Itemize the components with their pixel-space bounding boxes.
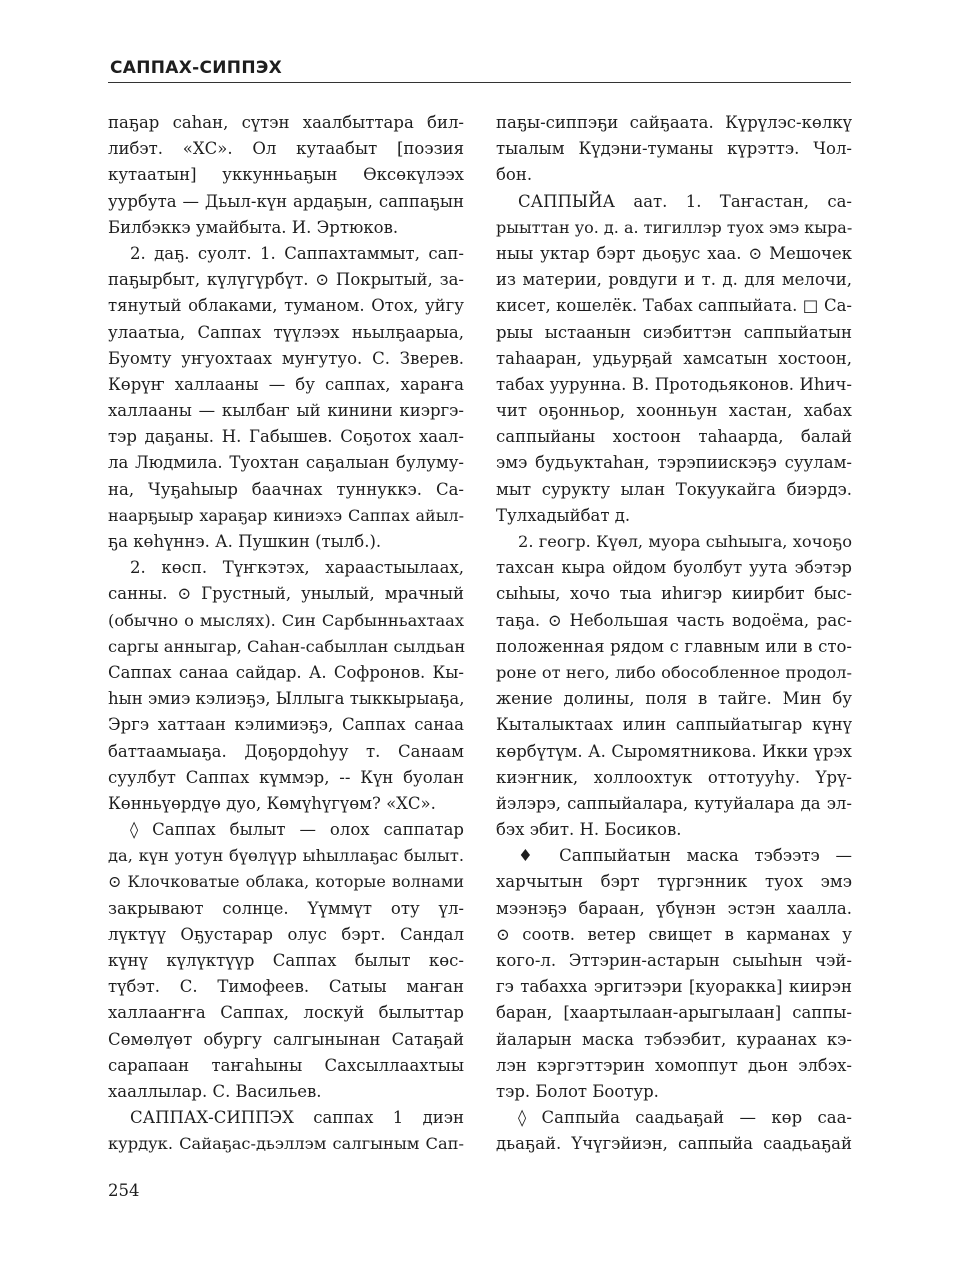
text-line: Эргэ хаттаан кэлимиэҕэ, Саппах санаа: [108, 715, 464, 735]
running-title: САППАХ-СИППЭХ: [110, 58, 283, 78]
left-column: [108, 110, 464, 1158]
text-line: таһааран, удьурҕай хамсатын хостоон,: [496, 348, 852, 368]
text-line: көрбүтүм. А. Сыромятникова. Икки үрэх: [496, 741, 852, 761]
text-line: из материи, ровдуги и т. д. для мелочи,: [496, 270, 852, 290]
text-line: таҕа. ⊙ Небольшая часть водоёма, рас-: [496, 610, 852, 630]
text-line: хааллылар. С. Васильев.: [108, 1081, 322, 1101]
text-line: сарапаан таҥаһыны Сахсыллаахтыы: [108, 1055, 464, 1075]
text-line: дьаҕай. Үчүгэйиэн, саппыйа саадьаҕай: [496, 1134, 852, 1154]
text-line: ныы уктар бэрт дьоҕус хаа. ⊙ Мешочек: [496, 243, 852, 263]
text-line: бон.: [496, 165, 533, 185]
text-line: санны. ⊙ Грустный, унылый, мрачный: [108, 584, 464, 604]
text-line: САППЫЙА аат. 1. Таҥастан, са-: [518, 191, 852, 211]
text-line: мээнэҕэ бараан, үбүнэн эстэн хаалла.: [496, 898, 852, 918]
text-line: жение долины, поля в тайге. Мин бу: [496, 689, 852, 709]
text-line: ◊ Саппах былыт — олох саппатар: [130, 820, 464, 840]
text-line: гэ табахха эргитээри [куоракка] киирэн: [496, 977, 852, 997]
text-line: ◊ Саппыйа саадьаҕай — көр саа-: [518, 1108, 852, 1128]
text-line: тянутый облаками, туманом. Отох, уйгу: [108, 296, 464, 316]
text-line: рыы ыстаанын сиэбиттэн саппыйатын: [496, 322, 852, 342]
text-line: Көрүҥ халлааны — бу саппах, хараҥа: [108, 374, 464, 394]
text-line: саппыйаны хостоон таһаарда, балай: [496, 427, 852, 447]
text-line: йаларын маска тэбээбит, кураанах кэ-: [496, 1029, 852, 1049]
text-line: саргы анныгар, Саһан-сабыллан сылдьан: [108, 636, 466, 656]
text-line: тыалым Күдэни-туманы күрэттэ. Чол-: [496, 139, 852, 159]
text-line: ⊙ Клочковатые облака, которые волнами: [108, 872, 464, 892]
text-line: эмэ будьуктаһан, тэрэпиискэҕэ суулам-: [496, 453, 852, 473]
text-line: уурбута — Дьыл-күн ардаҕын, саппаҕын: [108, 191, 464, 211]
running-header: [108, 56, 851, 83]
text-line: халлааҥҥа Саппах, лоскуй былыттар: [108, 1003, 464, 1023]
text-line: кого-л. Эттэрин-астарын сыыһын чэй-: [496, 951, 852, 970]
text-line: улаатыа, Саппах түүлээх ньылҕаарыа,: [108, 322, 464, 342]
text-line: паҕы-сиппэҕи сайҕаата. Күрүлэс-көлкү: [496, 113, 852, 132]
text-line: бэх эбит. Н. Босиков.: [496, 820, 682, 840]
text-line: мыт сурукту ылан Токуукайга биэрдэ.: [496, 479, 852, 499]
text-line: 2. геогр. Күөл, муора сыһыыга, хочоҕо: [518, 532, 852, 551]
text-line: курдук. Сайаҕас-дьэллэм салгыным Сап-: [108, 1134, 464, 1154]
text-line: закрывают солнце. Үүммүт оту үл-: [108, 898, 464, 918]
text-line: положенная рядом с главным или в сто-: [496, 636, 852, 656]
text-line: Сөмөлүөт обургу салгынынан Сатаҕай: [108, 1029, 464, 1049]
text-line: Буомту уҥуохтаах муҥутуо. С. Зверев.: [108, 348, 464, 368]
text-line: 2. көсп. Түҥкэтэх, хараастыылаах,: [130, 558, 464, 578]
text-line: табах уурунна. В. Протодьяконов. Иһич-: [496, 374, 852, 394]
text-line: лэн кэргэттэрин хомоппут дьон элбэх-: [496, 1055, 852, 1075]
text-line: ♦ Саппыйатын маска тэбээтэ —: [518, 846, 852, 866]
text-line: суулбут Саппах күммэр, -- Күн буолан: [108, 767, 464, 787]
text-line: киэҥник, холлоохтук оттотууһу. Үрү-: [496, 767, 852, 787]
text-line: ҕа көһүннэ. А. Пушкин (тылб.).: [108, 532, 382, 551]
text-line: Кыталыктаах илин саппыйатыгар күнү: [496, 715, 852, 735]
text-line: сыһыы, хочо тыа иһигэр киирбит быс-: [496, 584, 852, 604]
text-line: Тулхадыйбат д.: [496, 505, 631, 525]
text-line: паҕар саһан, сүтэн хаалбыттара бил-: [108, 113, 464, 132]
right-column: [496, 110, 852, 1158]
text-line: тэр. Болот Боотур.: [496, 1081, 659, 1101]
text-line: баран, [хаартылаан-арыгылаан] саппы-: [496, 1003, 852, 1023]
text-line: тахсан кыра ойдом буолбут уута эбэтэр: [496, 558, 852, 578]
text-line: паҕырбыт, күлүгүрбүт. ⊙ Покрытый, за-: [108, 270, 464, 290]
text-line: йэлэрэ, саппыйалара, кутуйалара да эл-: [496, 793, 852, 813]
text-line: 2. даҕ. суолт. 1. Саппахтаммыт, сап-: [130, 243, 464, 263]
text-line: (обычно о мыслях). Син Сарбынньахтаах: [108, 610, 464, 630]
page-number: 254: [108, 1181, 140, 1200]
text-line: чит оҕонньор, хоонньун хастан, хабах: [496, 401, 852, 421]
text-line: либэт. «ХС». Ол кутаабыт [поэзия: [108, 139, 464, 159]
text-line: лүктүү Оҕустарар олус бэрт. Сандал: [108, 924, 464, 944]
text-line: САППАХ-СИППЭХ саппах 1 диэн: [130, 1108, 464, 1128]
text-line: кутаатын] уккунньаҕын Өксөкүлээх: [108, 165, 464, 185]
text-line: харчытын бэрт түргэнник туох эмэ: [496, 872, 852, 892]
text-line: халлааны — кылбаҥ ый кинини киэргэ-: [108, 401, 464, 421]
text-line: баттаамыаҕа. Доҕордоһуу т. Санаам: [108, 741, 464, 761]
text-line: түбэт. С. Тимофеев. Сатыы маҥан: [108, 977, 464, 997]
text-line: ла Людмила. Туохтан саҕалыан булуму-: [108, 453, 464, 473]
text-line: Саппах санаа сайдар. А. Софронов. Кы-: [108, 662, 464, 682]
text-line: Көнньүөрдүө дуо, Көмүһүгүөм? «ХС».: [108, 793, 436, 813]
text-line: рыыттан уо. д. а. тигиллэр туох эмэ кыра-: [496, 217, 853, 237]
text-line: наарҕыыр хараҕар киниэхэ Саппах айыл-: [108, 505, 464, 525]
text-line: да, күн уотун бүөлүүр ыһыллаҕас былыт.: [108, 846, 464, 866]
text-line: ⊙ соотв. ветер свищет в карманах у: [496, 924, 852, 944]
text-line: роне от него, либо обособленное продол-: [496, 662, 852, 682]
text-line: Билбэккэ умайбыта. И. Эртюков.: [108, 217, 399, 237]
text-line: тэр даҕаны. Н. Габышев. Соҕотох хаал-: [108, 427, 464, 447]
text-line: күнү күлүктүүр Саппах былыт көс-: [108, 951, 464, 970]
text-line: на, Чуҕаһыыр баачнах туннуккэ. Са-: [108, 479, 464, 499]
text-line: һын эмиэ кэлиэҕэ, Ыллыга тыккырыаҕа,: [108, 689, 465, 709]
text-line: кисет, кошелёк. Табах саппыйата. □ Са-: [496, 296, 852, 316]
